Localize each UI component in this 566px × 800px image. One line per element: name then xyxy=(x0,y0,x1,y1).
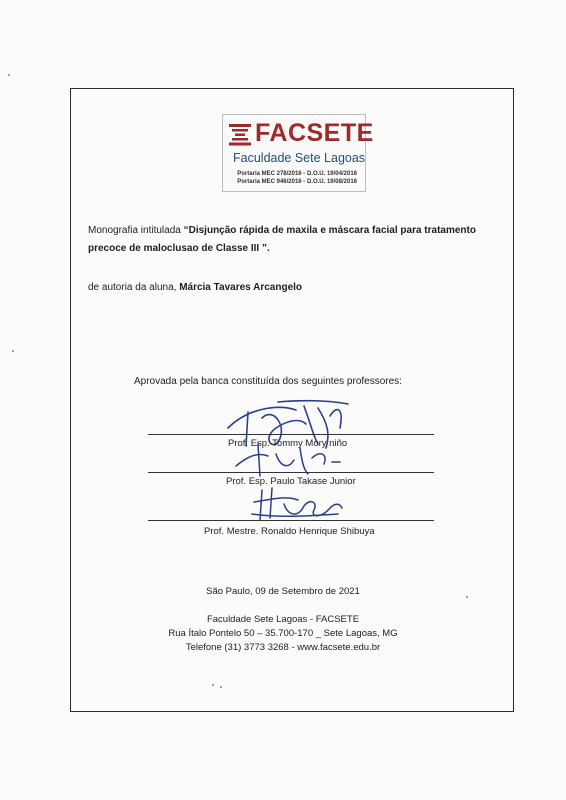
monograph-title: “Disjunção rápida de maxila e máscara facial para tratamento precoce de maloclusao de Classe III ”. xyxy=(88,225,476,254)
logo-portaria-2: Portaria MEC 946/2016 - D.O.U. 19/08/2016 xyxy=(237,179,357,185)
scan-speck xyxy=(8,74,10,76)
signature-line-1 xyxy=(148,434,434,435)
logo-portaria-1: Portaria MEC 278/2016 - D.O.U. 19/04/2016 xyxy=(237,171,357,177)
facsete-emblem-icon xyxy=(229,124,251,146)
institution-address: Rua Ítalo Pontelo 50 – 35.700-170 _ Sete Lagoas, MG xyxy=(168,628,398,639)
approval-statement: Aprovada pela banca constituída dos seguintes professores: xyxy=(134,376,402,387)
signature-line-2 xyxy=(148,472,434,473)
committee-member-3: Prof. Mestre. Ronaldo Henrique Shibuya xyxy=(204,526,375,537)
scan-speck xyxy=(220,686,222,688)
scan-speck xyxy=(12,350,14,352)
committee-member-1: Prof. Esp. Tommy Mory niño xyxy=(228,438,348,449)
committee-member-2: Prof. Esp. Paulo Takase Junior xyxy=(226,476,356,487)
date-line: São Paulo, 09 de Setembro de 2021 xyxy=(206,586,360,597)
logo-wordmark: FACSETE xyxy=(255,119,374,147)
monograph-title-paragraph xyxy=(88,222,498,258)
signature-line-3 xyxy=(148,520,434,521)
author-name: Márcia Tavares Arcangelo xyxy=(179,282,303,293)
scan-speck xyxy=(212,684,214,686)
author-line xyxy=(88,282,302,293)
facsete-logo xyxy=(222,114,374,192)
scan-speck xyxy=(466,596,468,598)
author-prefix: de autoria da aluna, xyxy=(88,282,180,293)
institution-name: Faculdade Sete Lagoas - FACSETE xyxy=(206,614,360,625)
logo-subtitle: Faculdade Sete Lagoas xyxy=(233,151,366,165)
monograph-prefix: Monografia intitulada xyxy=(88,225,184,236)
institution-contact: Telefone (31) 3773 3268 - www.facsete.edu.br xyxy=(185,642,381,653)
